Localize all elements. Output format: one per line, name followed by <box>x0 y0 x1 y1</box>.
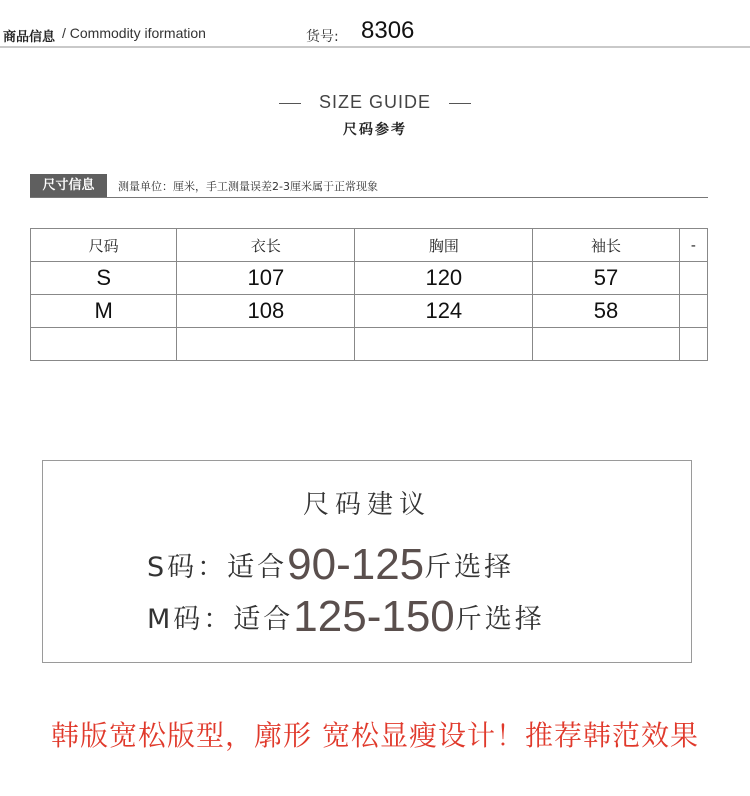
table-cell: 57 <box>533 262 679 295</box>
table-row <box>31 295 708 328</box>
size-advice-box <box>42 460 692 663</box>
header-bar <box>0 0 750 48</box>
table-cell <box>679 262 707 295</box>
size-advice-m <box>147 592 545 642</box>
advice-s-range: 90-125 <box>287 540 425 589</box>
size-guide-heading <box>0 92 750 113</box>
header-cell: 衣长 <box>177 229 355 262</box>
measurement-note: 测量单位：厘米，手工测量误差2-3厘米属于正常现象 <box>118 180 378 193</box>
header-cell: 胸围 <box>355 229 533 262</box>
heading-dash-left <box>279 103 301 104</box>
table-cell <box>533 328 679 361</box>
header-divider <box>0 46 750 48</box>
size-table <box>30 228 708 361</box>
size-advice-s <box>147 540 514 590</box>
size-info-tag: 尺寸信息 <box>30 174 107 197</box>
commodity-info-label: 商品信息 <box>3 30 56 45</box>
table-cell <box>177 328 355 361</box>
header-cell: 尺码 <box>31 229 177 262</box>
table-cell: 124 <box>355 295 533 328</box>
advice-m-suffix: 斤选择 <box>454 604 545 635</box>
advice-m-prefix: M码：适合 <box>147 604 294 635</box>
commodity-info-english: / Commodity iformation <box>62 25 206 41</box>
table-cell: 108 <box>177 295 355 328</box>
size-info-divider <box>30 197 708 198</box>
table-cell <box>679 328 707 361</box>
heading-dash-right <box>449 103 471 104</box>
size-guide-subtitle: 尺码参考 <box>343 122 407 138</box>
table-cell: M <box>31 295 177 328</box>
table-row <box>31 262 708 295</box>
header-cell: - <box>679 229 707 262</box>
table-cell: S <box>31 262 177 295</box>
table-cell <box>31 328 177 361</box>
table-cell: 120 <box>355 262 533 295</box>
advice-m-range: 125-150 <box>293 592 455 641</box>
size-advice-title: 尺码建议 <box>302 490 431 520</box>
table-cell: 58 <box>533 295 679 328</box>
table-row <box>31 328 708 361</box>
header-cell: 袖长 <box>533 229 679 262</box>
advice-s-prefix: S码：适合 <box>147 552 288 583</box>
advice-s-suffix: 斤选择 <box>424 552 515 583</box>
promo-text: 韩版宽松版型，廓形 宽松显瘦设计！推荐韩范效果 <box>51 719 699 752</box>
size-guide-title: SIZE GUIDE <box>318 92 431 112</box>
table-header-row <box>31 229 708 262</box>
table-cell: 107 <box>177 262 355 295</box>
table-cell <box>679 295 707 328</box>
table-cell <box>355 328 533 361</box>
item-number-label: 货号: <box>306 29 339 45</box>
item-number: 8306 <box>361 17 415 44</box>
